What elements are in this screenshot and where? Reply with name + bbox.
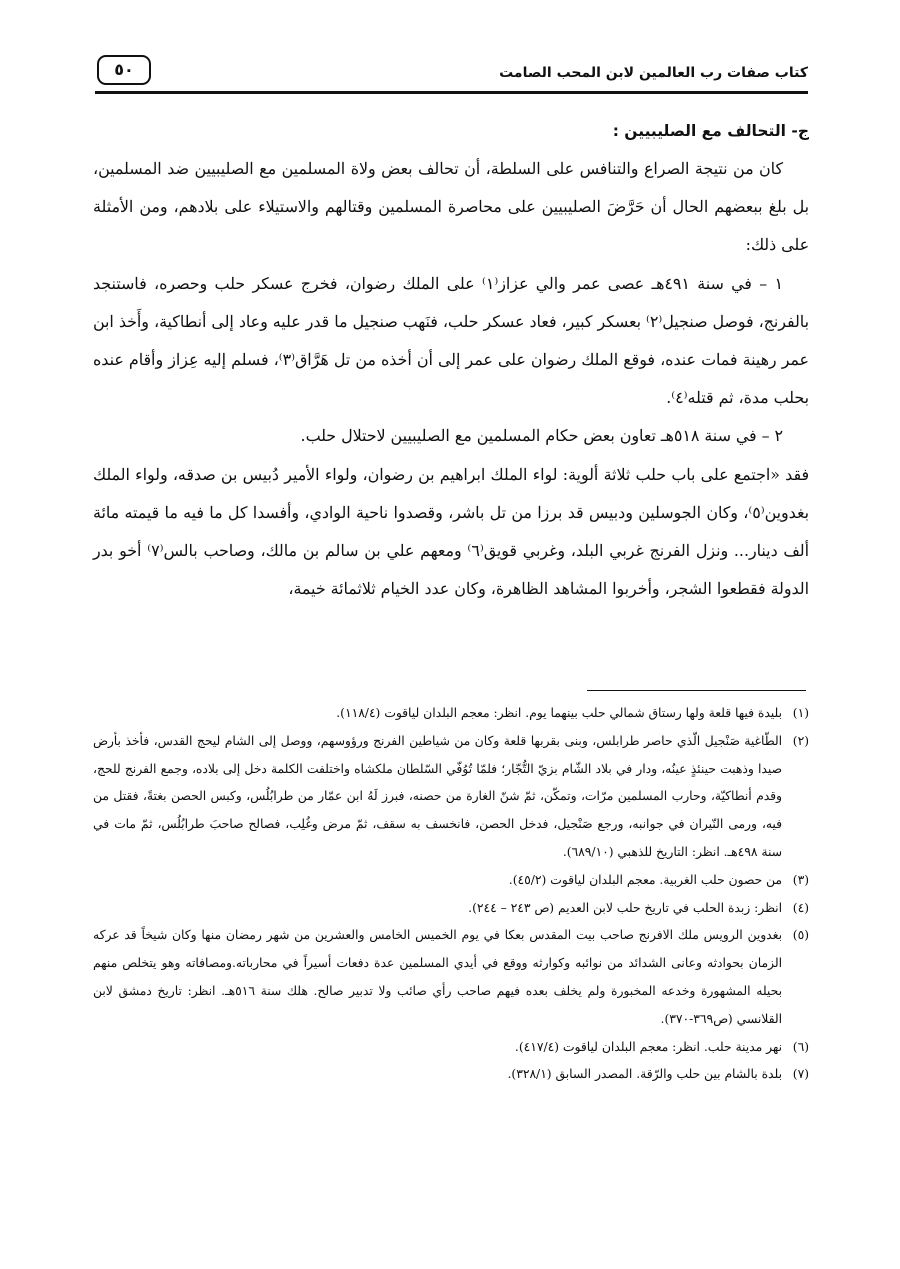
paragraph-item-1: ١ – في سنة ٤٩١هـ عصى عمر والي عزاز⁽١⁾ على الملك رضوان، فخرج عسكر حلب وحصره، فاستنجد بالفرنج، فوصل صنجيل⁽٢⁾ بعسكر كبير، فعاد عسكر حلب، فنَهب صنجيل ما قدر عليه وعاد إلى أنطاكية، وأَخذ ابن عمر رهينة فمات عنده، فوقع الملك رضوان على عمر إلى أن أخذه من تل هَرَّاق⁽٣⁾، فسلم إليه عِزاز وأقام عنده بحلب مدة، ثم قتله⁽٤⁾. (93, 273, 810, 408)
footnote-separator (587, 690, 806, 691)
footnote (93, 867, 809, 895)
footnote (93, 922, 809, 1033)
footnote-number: (٥) (792, 928, 809, 943)
footnote-text: نهر مدينة حلب. انظر: معجم البلدان لياقوت (٤١٧/٤). (514, 1039, 782, 1054)
footnote (93, 1061, 809, 1089)
page-number-box: ٥٠ (97, 55, 151, 85)
footnote-number: (٢) (792, 733, 809, 748)
footnote-number: (٤) (792, 900, 809, 915)
page-header (95, 53, 808, 91)
footnote (93, 895, 809, 923)
footnote (93, 1034, 809, 1062)
footnote-text: بغدوين الرويس ملك الافرنج صاحب بيت المقدس بعكا في يوم الخميس الخامس والعشرين من شهر رمضان منها وكان شيخاً قد عركه الزمان بحوادثه وعانى الشدائد من نوائبه وكوارثه ووقع في أيدي المسلمين عدة دفعات أسيراً في محارباته.ومصافاته وهو يتخلص منهم بحيله المشهورة وخدعه المخبورة ولم يخلف بعده فيهم صاحب رأي صائب ولا تدبير صالح. هلك سنة ٥١٦هـ. انظر: تاريخ دمشق لابن القلانسي (ص٣٦٩-٣٧٠). (93, 928, 782, 1026)
paragraph-item-2: ٢ – في سنة ٥١٨هـ تعاون بعض حكام المسلمين مع الصليبيين لاحتلال حلب. (300, 426, 783, 446)
footnote-text: بلدة بالشام بين حلب والرّقة. المصدر السابق (٣٢٨/١). (507, 1067, 782, 1082)
footnote-number: (٧) (792, 1067, 809, 1082)
header-rule (95, 91, 808, 94)
footnote-text: بليدة فيها قلعة ولها رستاق شمالي حلب بينهما يوم. انظر: معجم البلدان لياقوت (١١٨/٤). (336, 706, 782, 720)
footnote-number: (٦) (792, 1039, 809, 1054)
main-text (93, 112, 809, 608)
running-title: كتاب صفات رب العالمين لابن المحب الصامت (499, 65, 808, 81)
footnote-number: (٣) (792, 872, 809, 887)
section-heading: ج- التحالف مع الصليبيين : (612, 122, 809, 140)
footnote (93, 700, 809, 728)
footnote (93, 728, 809, 867)
footnote-text: الطّاغية صَنْجيل الّذي حاصر طرابلس، وبنى بقربها قلعة وكان من شياطين الفرنج ورؤوسهم، ووصل إلى الشام ليحج القدس، فأخذ بأرض صيدا وذهبت حينئذٍ عينُه، ودار في بلاد الشّام بزيّ التُّجّار؛ فلمّا تُوُفّي السّلطان ملكشاه واختلفت الكلمة دخل إلى بلاده، وجمع الفرنج للحج، وقدم أنطاكيّة، وحارب المسلمين مرّات، وتمكّن، ثمّ شنّ الغارة من حصنه، فبرز لَهُ ابن عمّار من طرابُلُس، وكبس الحصن بغتةً، فقتل من فيه، ورمى النّيران في جوانبه، ورجع صَنْجيل، فدخل الحصن، فانخسف به سقف، ثمّ مرض وغُلِب، فصالح صاحبَ طرابُلُس، ثمّ مات في سنة ٤٩٨هـ. انظر: التاريخ للذهبي (٦٨٩/١٠). (93, 733, 782, 859)
paragraph-quote: فقد «اجتمع على باب حلب ثلاثة ألوية: لواء الملك ابراهيم بن رضوان، ولواء الأمير دُبيس بن صدقه، ولواء الملك بغدوين⁽٥⁾، وكان الجوسلين ودبيس قد برزا من تل باشر، وقصدوا ناحية الوادي، وأفسدا كل ما فيه ما قيمته مائة ألف دينار... ونزل الفرنج غربي البلد، وغربي قويق⁽٦⁾ ومعهم علي بن سالم بن مالك، وصاحب بالس⁽٧⁾ أخو بدر الدولة فقطعوا الشجر، وأخربوا المشاهد الظاهرة، وكان عدد الخيام ثلاثمائة خيمة، (93, 464, 809, 599)
footnotes (93, 700, 809, 1089)
paragraph-intro: كان من نتيجة الصراع والتنافس على السلطة، أن تحالف بعض ولاة المسلمين مع الصليبيين ضد المسلمين، بل بلغ ببعضهم الحال أن حَرَّضَ الصليبيين على محاصرة المسلمين وقتالهم والاستيلاء على بلادهم، ومن الأمثلة على ذلك: (93, 159, 809, 255)
footnote-number: (١) (792, 706, 809, 720)
footnote-text: من حصون حلب الغربية. معجم البلدان لياقوت (٤٥/٢). (508, 872, 782, 887)
footnote-text: انظر: زبدة الحلب في تاريخ حلب لابن العديم (ص ٢٤٣ – ٢٤٤). (468, 900, 782, 915)
